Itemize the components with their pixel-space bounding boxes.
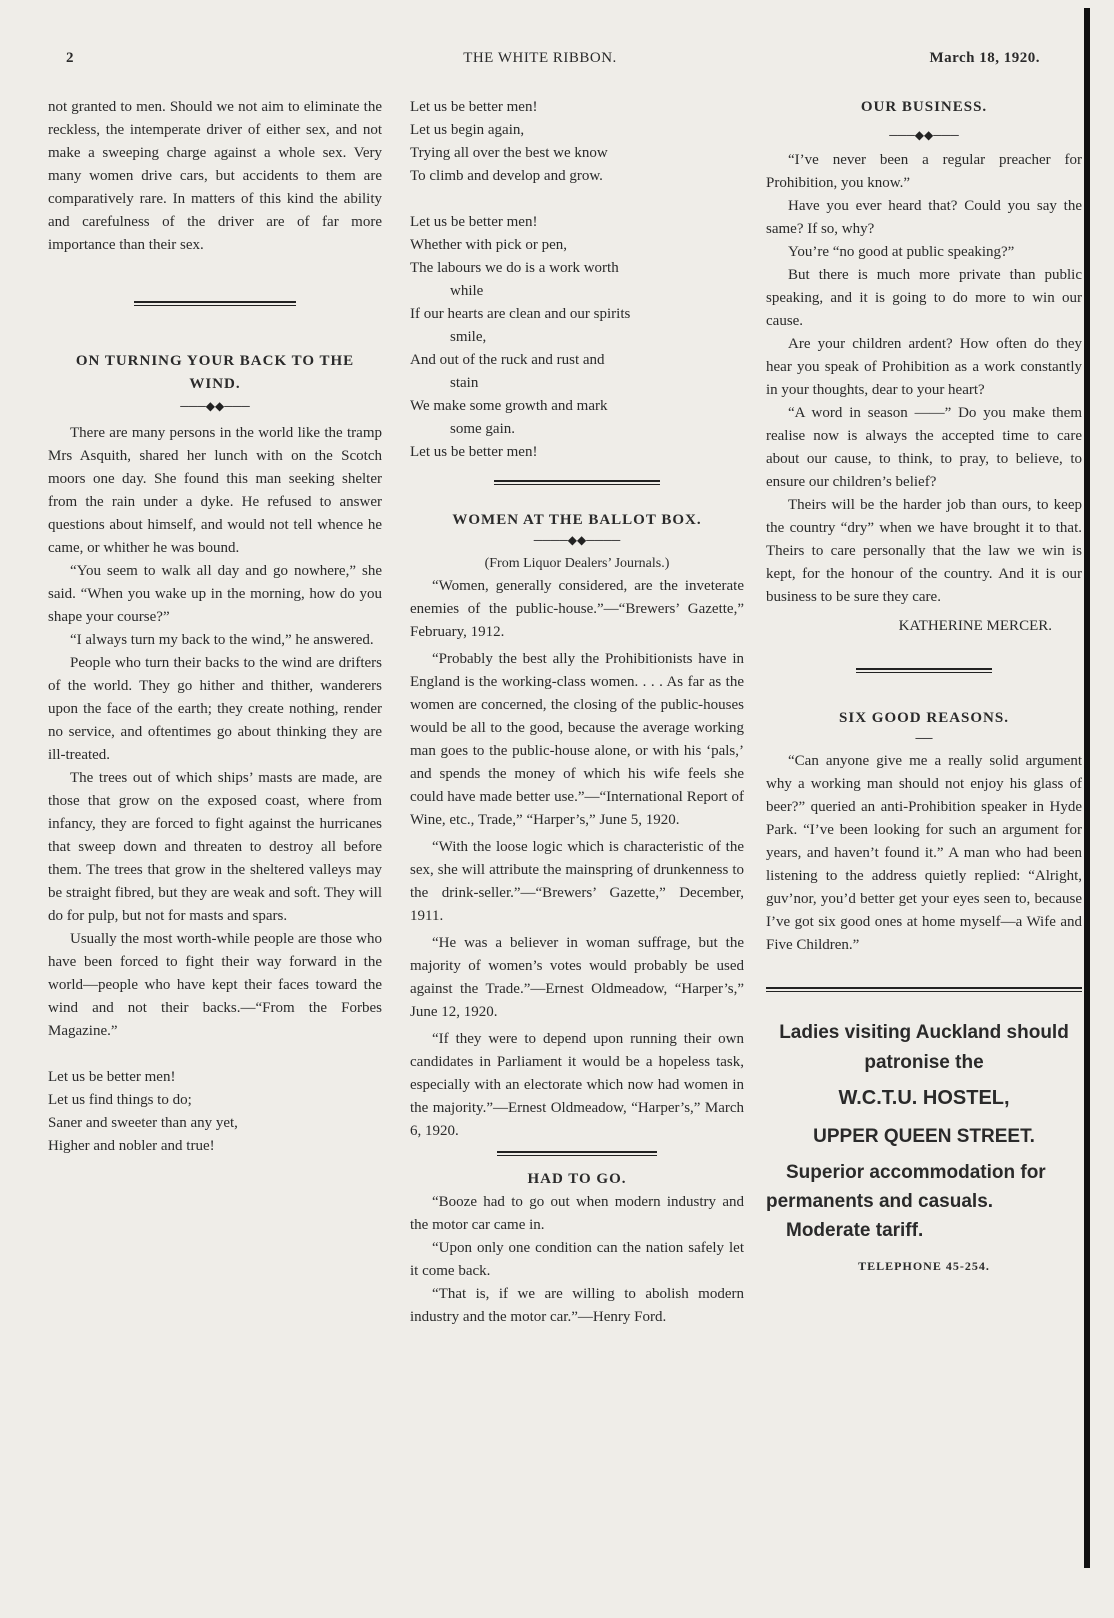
verse-line: If our hearts are clean and our spirits [410, 306, 631, 322]
section-divider [856, 668, 992, 673]
advert-line: Ladies visiting Auckland should [779, 1022, 1069, 1043]
ornament-divider: ────◆◆──── [533, 533, 621, 547]
paragraph: Are your children ardent? How often do they hear you speak of Prohibition as a work constantly in your thoughts, dear to your heart? [766, 336, 1082, 398]
verse-line: Let us find things to do; [48, 1092, 192, 1108]
article-heading: WOMEN AT THE BALLOT BOX. [452, 512, 702, 528]
paragraph: “He was a believer in woman suffrage, but the majority of women’s votes would probably be used against the Trade.”—Ernest Oldmeadow, “Harper’s,” June 12, 1920. [410, 935, 744, 1020]
paragraph: The trees out of which ships’ masts are made, are those that grow on the exposed coast, where from infancy, they are forced to fight against the hurricanes that sweep down and threaten to destroy all before them. The trees that grow in the sheltered valleys may be straight fibred, but they are weak and soft. They will do for pulp, but not for masts and spars. [48, 770, 382, 924]
column-3 [766, 96, 1082, 1278]
paragraph: “I always turn my back to the wind,” he answered. [70, 632, 374, 648]
column-2 [410, 96, 744, 1329]
article-heading: ON TURNING YOUR BACK TO THE WIND. [75, 353, 355, 392]
verse-line: stain [450, 375, 479, 391]
verse-line: smile, [450, 329, 487, 345]
verse-line: Trying all over the best we know [410, 145, 608, 161]
paragraph: “Upon only one condition can the nation safely let it come back. [410, 1240, 744, 1279]
advert-hostel-name: W.C.T.U. HOSTEL, [838, 1087, 1010, 1109]
verse-line: Let us be better men! [48, 1069, 176, 1085]
paragraph: Have you ever heard that? Could you say the same? If so, why? [766, 198, 1082, 237]
paragraph: People who turn their backs to the wind are drifters of the world. They go hither and thither, wanderers upon the face of the earth; they create nothing, render no service, and oftentimes go about thinking they are ill-treated. [48, 655, 382, 763]
ornament-divider: ── [915, 731, 933, 745]
paragraph: “Women, generally considered, are the inveterate enemies of the public-house.”—“Brewers’ Gazette,” February, 1912. [410, 578, 744, 640]
page-edge-rule [1084, 8, 1090, 1568]
paragraph: But there is much more private than public speaking, and it is going to do more to win our cause. [766, 267, 1082, 329]
paragraph: Usually the most worth-while people are those who have been forced to fight their way forward in the world—people who have kept their faces toward the wind and not their backs.—“From the Forbes Magazine.” [48, 931, 382, 1039]
paragraph: “I’ve never been a regular preacher for Prohibition, you know.” [766, 152, 1082, 191]
advert-line: patronise the [864, 1052, 984, 1073]
paragraph: “With the loose logic which is characteristic of the sex, she will attribute the mainspring of drunkenness to the drink-seller.”—“Brewers’ Gazette,” December, 1911. [410, 839, 744, 924]
verse-line: The labours we do is a work worth [410, 260, 619, 276]
section-divider [134, 301, 296, 306]
poem-stanza [410, 211, 744, 464]
paragraph: “Booze had to go out when modern industry and the motor car came in. [410, 1194, 744, 1233]
page-header [0, 50, 1080, 74]
advert-address: UPPER QUEEN STREET. [813, 1126, 1035, 1147]
verse-line: Higher and nobler and true! [48, 1138, 215, 1154]
advert-telephone: TELEPHONE 45-254. [858, 1259, 990, 1273]
hostel-advertisement [766, 1018, 1082, 1278]
paragraph: “A word in season ——” Do you make them realise now is always the accepted time to care about our cause, to think, to pray, to believe, to ensure our children’s belief? [766, 405, 1082, 490]
paragraph: not granted to men. Should we not aim to eliminate the reckless, the intemperate driver of either sex, and not make a sweeping charge against a whole sex. Very many women drive cars, but accidents to them are comparatively rare. In matters of this kind the ability and carefulness of the driver are of far more importance than their sex. [48, 99, 382, 253]
section-divider [497, 1151, 657, 1156]
ornament-divider: ───◆◆─── [180, 399, 250, 413]
source-note: (From Liquor Dealers’ Journals.) [484, 556, 670, 571]
paragraph: You’re “no good at public speaking?” [788, 244, 1015, 260]
paragraph: “You seem to walk all day and go nowhere,” she said. “When you wake up in the morning, how do you shape your course?” [48, 563, 382, 625]
paragraph: “Probably the best ally the Prohibitionists have in England is the working-class women. . . . As far as the women are concerned, the closing of the public-houses would be all to the good, because the average working man goes to the public-house alone, or with his ‘pals,’ and spends the money of which his wife feels she could have made better use.”—“International Report of Wine, etc., Trade,” “Harper’s,” June 5, 1920. [410, 651, 744, 828]
publication-title: THE WHITE RIBBON. [463, 50, 617, 66]
verse-line: Let us be better men! [410, 99, 538, 115]
column-1 [48, 96, 382, 1158]
ornament-divider: ───◆◆─── [889, 128, 959, 142]
paragraph: “That is, if we are willing to abolish modern industry and the motor car.”—Henry Ford. [410, 1286, 744, 1325]
paragraph: There are many persons in the world like the tramp Mrs Asquith, shared her lunch with on the Scotch moors one day. She found this man seeking shelter from the rain under a dyke. He refused to answer questions about himself, and would not tell whence he came, or whither he was bound. [48, 425, 382, 556]
verse-line: while [450, 283, 484, 299]
verse-line: Let us be better men! [410, 214, 538, 230]
verse-line: Saner and sweeter than any yet, [48, 1115, 238, 1131]
verse-line: Whether with pick or pen, [410, 237, 568, 253]
advert-line: Moderate tariff. [786, 1220, 924, 1241]
article-heading: OUR BUSINESS. [860, 99, 988, 115]
article-heading: SIX GOOD REASONS. [839, 710, 1009, 726]
advert-line: Superior accommodation for [786, 1162, 1046, 1183]
issue-date: March 18, 1920. [929, 50, 1040, 66]
poem-stanza [48, 1066, 382, 1158]
verse-line: We make some growth and mark [410, 398, 608, 414]
author-signature: KATHERINE MERCER. [898, 618, 1052, 634]
verse-line: To climb and develop and grow. [410, 168, 603, 184]
advert-divider [766, 987, 1082, 992]
paragraph: “Can anyone give me a really solid argument why a working man should not enjoy his glass of beer?” queried an anti-Prohibition speaker in Hyde Park. “I’ve been looking for such an argument for years, and haven’t found it.” A man who had been listening to the address quietly replied: “Alright, guv’nor, you’d better get your eyes seen to, because I’ve got six good ones at home myself—a Wife and Five Children.” [766, 753, 1082, 953]
verse-line: some gain. [450, 421, 515, 437]
advert-line: permanents and casuals. [766, 1191, 994, 1212]
paragraph: “If they were to depend upon running their own candidates in Parliament it would be a hopeless task, especially with an electorate which now had women in the majority.”—Ernest Oldmeadow, “Harper’s,” March 6, 1920. [410, 1031, 744, 1139]
verse-line: And out of the ruck and rust and [410, 352, 605, 368]
poem-stanza [410, 96, 744, 188]
paragraph: Theirs will be the harder job than ours, to keep the country “dry” when we have brought it to that. Theirs to care personally that the law we win is kept, for the honour of the country. And it is our business to be sure they care. [766, 497, 1082, 605]
verse-line: Let us be better men! [410, 444, 538, 460]
section-divider [494, 480, 660, 485]
verse-line: Let us begin again, [410, 122, 525, 138]
page-number: 2 [66, 50, 74, 66]
article-heading: HAD TO GO. [527, 1171, 627, 1187]
